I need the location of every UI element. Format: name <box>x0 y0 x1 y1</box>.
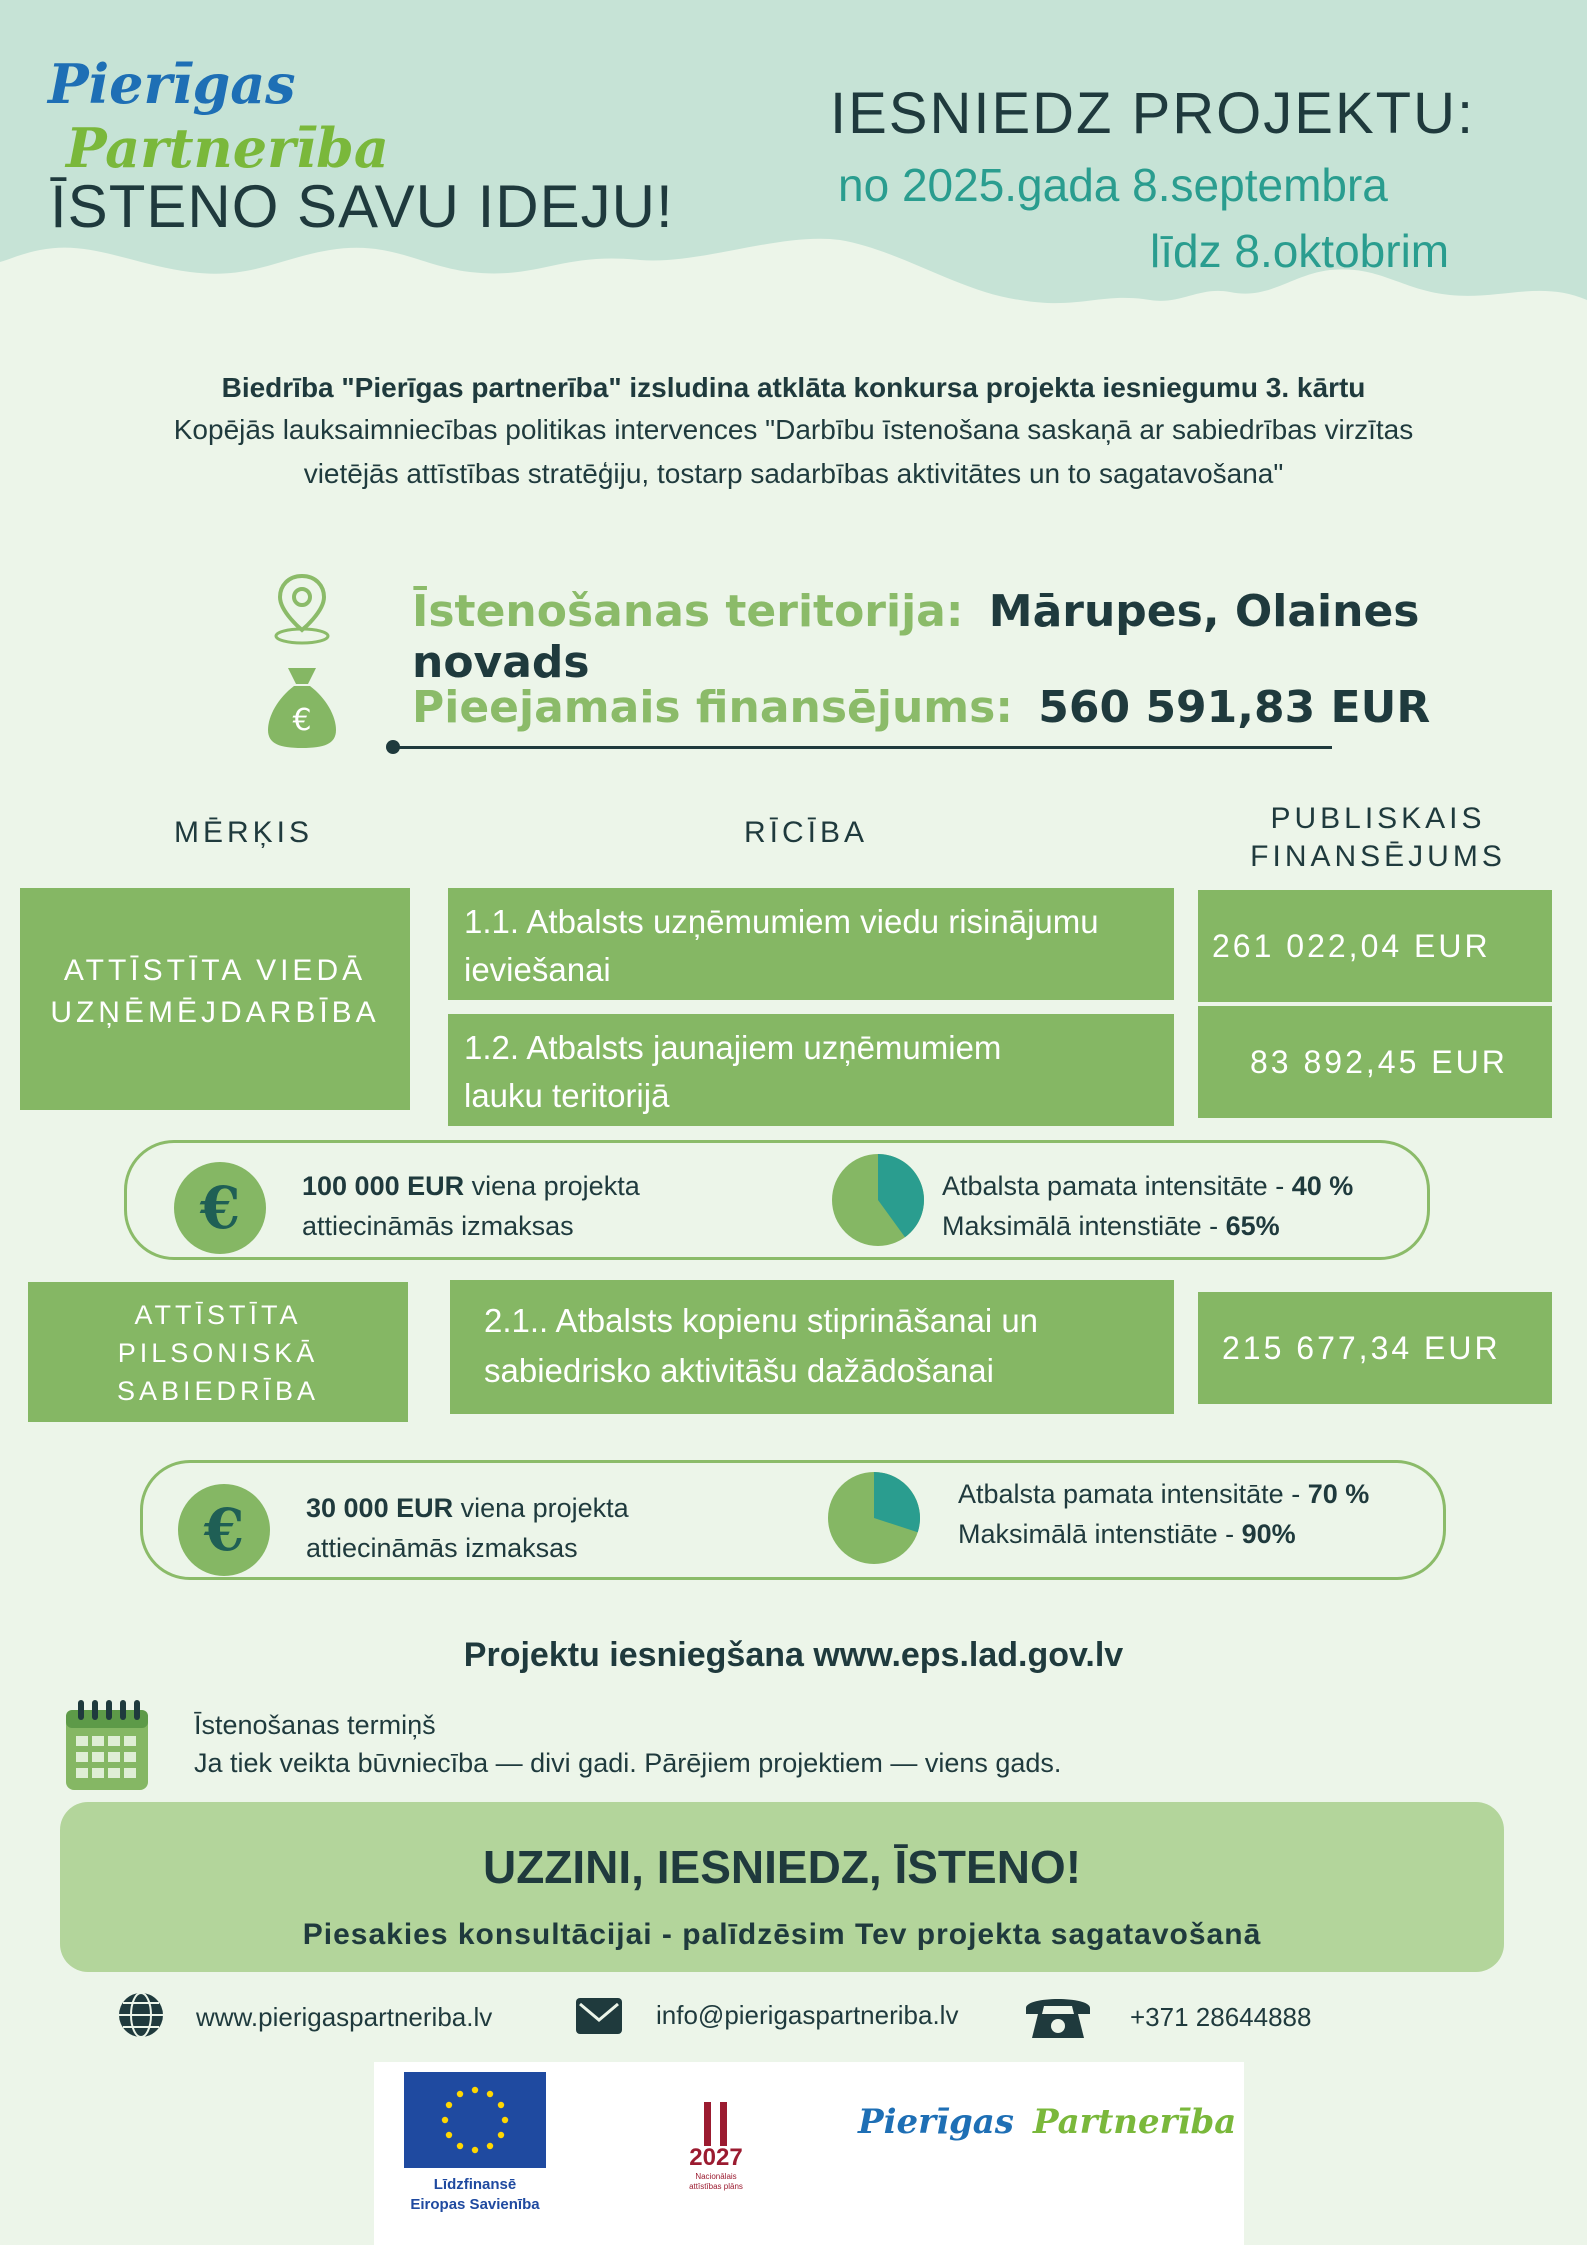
funding-value: 560 591,83 EUR <box>1038 682 1431 733</box>
intensity-pie-chart-2 <box>826 1470 922 1566</box>
cta-title: UZZINI, IESNIEDZ, ĪSTENO! <box>482 1841 1082 1893</box>
eu-cofinance-line2: Eiropas Savienība <box>410 2196 540 2213</box>
eu-star <box>472 2087 478 2093</box>
location-pin-icon <box>270 572 334 646</box>
goal-smart-business-line2: UZŅĒMĒJDARBĪBA <box>50 996 380 1029</box>
funding-underline <box>392 746 1332 749</box>
support-2-base-label: Atbalsta pamata intensitāte - <box>958 1479 1308 1509</box>
phone-number[interactable]: +371 28644888 <box>1130 2002 1312 2032</box>
action-1-1 <box>448 888 1174 1000</box>
submit-heading: IESNIEDZ PROJEKTU: <box>830 81 1476 146</box>
support-2-amount-line2: attiecināmās izmaksas <box>306 1533 578 1563</box>
eu-star <box>487 2091 493 2097</box>
column-header-funding-line2: FINANSĒJUMS <box>1250 840 1506 873</box>
intensity-pie-chart-1 <box>830 1152 926 1248</box>
goal-smart-business <box>20 888 410 1110</box>
eu-star <box>487 2143 493 2149</box>
action-1-2-line1: 1.2. Atbalsts jaunajiem uzņēmumiem <box>464 1029 1002 1066</box>
funding-1-1: 261 022,04 EUR <box>1198 890 1552 1002</box>
action-2-1-line2: sabiedrisko aktivitāšu dažādošanai <box>484 1352 994 1389</box>
brand-logo <box>48 52 568 180</box>
footer-logo-part-partneriba: Partnerība <box>1032 2102 1237 2142</box>
goal-civil-society-line1: ATTĪSTĪTA <box>134 1300 302 1330</box>
column-header-action: RĪCĪBA <box>744 816 869 849</box>
footer-brand-logo <box>858 2102 1238 2142</box>
goal-civil-society <box>28 1282 408 1422</box>
support-2-max-value: 90% <box>1241 1519 1296 1549</box>
support-2-amount-value: 30 000 EUR <box>306 1493 454 1523</box>
calendar-icon <box>62 1696 152 1792</box>
svg-text:€: € <box>292 703 312 738</box>
money-bag-icon <box>264 664 340 750</box>
website-link[interactable]: www.pierigaspartneriba.lv <box>196 2002 493 2032</box>
email-link[interactable]: info@pierigaspartneriba.lv <box>656 2000 959 2030</box>
term-title: Īstenošanas termiņš <box>194 1710 436 1740</box>
cta-subtitle: Piesakies konsultācijai - palīdzēsim Tev projekta sagatavošanā <box>302 1918 1262 1951</box>
nap-text-line2: attīstības plāns <box>689 2182 743 2191</box>
column-header-goal: MĒRĶIS <box>174 816 314 849</box>
intro-line-1: Biedrība "Pierīgas partnerība" izsludina atklāta konkursa projekta iesniegumu 3. kārtu <box>221 372 1366 403</box>
logo-part-partneriba: Partnerība <box>66 116 389 180</box>
support-2-amount-rest: viena projekta <box>453 1493 629 1523</box>
logo-part-pierigas: Pierīgas <box>48 52 296 116</box>
goal-civil-society-line3: SABIEDRĪBA <box>116 1376 320 1406</box>
action-1-1-line1: 1.1. Atbalsts uzņēmumiem viedu risinājumu <box>464 903 1099 940</box>
submission-info: Projektu iesniegšana www.eps.lad.gov.lv <box>463 1636 1124 1674</box>
eu-star <box>457 2091 463 2097</box>
eu-star <box>442 2117 448 2123</box>
action-2-1 <box>450 1280 1174 1414</box>
footer-logos-panel <box>374 2062 1244 2245</box>
support-1-base-label: Atbalsta pamata intensitāte - <box>942 1171 1292 1201</box>
funding-2-1: 215 677,34 EUR <box>1198 1292 1552 1404</box>
nap-logo-icon <box>692 2098 742 2148</box>
footer-logo-part-pierigas: Pierīgas <box>858 2102 1014 2142</box>
term-text: Ja tiek veikta būvniecība — divi gadi. Pārējiem projektiem — viens gads. <box>194 1748 1062 1778</box>
slogan-heading: ĪSTENO SAVU IDEJU! <box>50 173 674 240</box>
funding-1-2: 83 892,45 EUR <box>1198 1006 1552 1118</box>
territory-value: Mārupes, Olaines novads <box>412 586 1420 688</box>
action-2-1-line1: 2.1.. Atbalsts kopienu stiprināšanai un <box>484 1302 1039 1339</box>
nap-text-line1: Nacionālais <box>695 2172 737 2181</box>
support-2-base-value: 70 % <box>1307 1479 1370 1509</box>
goal-smart-business-line1: ATTĪSTĪTA VIEDĀ <box>63 954 367 987</box>
eu-star <box>498 2102 504 2108</box>
date-from: no 2025.gada 8.septembra <box>838 159 1388 211</box>
column-header-funding <box>1200 800 1556 876</box>
nap-year: 2027 <box>689 2144 743 2171</box>
funding-underline-dot <box>386 740 400 754</box>
territory-label: Īstenošanas teritorija: <box>412 586 964 637</box>
support-1-amount-rest: viena projekta <box>464 1171 640 1201</box>
intro-line-3: vietējās attīstības stratēģiju, tostarp sadarbības aktivitātes un to sagatavošana" <box>303 458 1284 489</box>
eu-star <box>457 2143 463 2149</box>
phone-icon <box>1022 1990 1094 2042</box>
support-1-amount-line2: attiecināmās izmaksas <box>302 1211 574 1241</box>
action-1-1-line2: ieviešanai <box>464 951 611 988</box>
eu-star <box>498 2132 504 2138</box>
eu-cofinance-line1: Līdzfinansē <box>433 2176 517 2193</box>
support-2-amount <box>306 1488 629 1568</box>
support-2-max-label: Maksimālā intenstiāte - <box>958 1519 1242 1549</box>
funding-row <box>412 682 1430 733</box>
support-1-intensity <box>942 1166 1353 1246</box>
goal-civil-society-line2: PILSONISKĀ <box>117 1338 319 1368</box>
cta-panel <box>60 1802 1504 1972</box>
support-1-max-label: Maksimālā intenstiāte - <box>942 1211 1226 1241</box>
eu-star <box>446 2132 452 2138</box>
support-1-max-value: 65% <box>1225 1211 1280 1241</box>
globe-icon <box>116 1990 166 2040</box>
action-1-2-line2: lauku teritorijā <box>464 1077 670 1114</box>
support-2-intensity <box>958 1474 1369 1554</box>
support-1-amount <box>302 1166 640 1246</box>
funding-label: Pieejamais finansējums: <box>412 682 1013 733</box>
mail-icon <box>574 1996 624 2036</box>
intro-line-2: Kopējās lauksaimniecības politikas intervences "Darbību īstenošana saskaņā ar sabiedrības virzītas <box>173 414 1414 445</box>
support-1-base-value: 40 % <box>1291 1171 1354 1201</box>
eu-flag-icon <box>404 2072 546 2168</box>
eu-star <box>502 2117 508 2123</box>
euro-icon: € <box>174 1162 266 1254</box>
territory-row <box>412 586 1587 688</box>
eu-star <box>472 2147 478 2153</box>
euro-icon: € <box>178 1484 270 1576</box>
column-header-funding-line1: PUBLISKAIS <box>1270 802 1486 835</box>
action-1-2 <box>448 1014 1174 1126</box>
eu-star <box>446 2102 452 2108</box>
date-to: līdz 8.oktobrim <box>1150 225 1450 277</box>
support-1-amount-value: 100 000 EUR <box>302 1171 465 1201</box>
